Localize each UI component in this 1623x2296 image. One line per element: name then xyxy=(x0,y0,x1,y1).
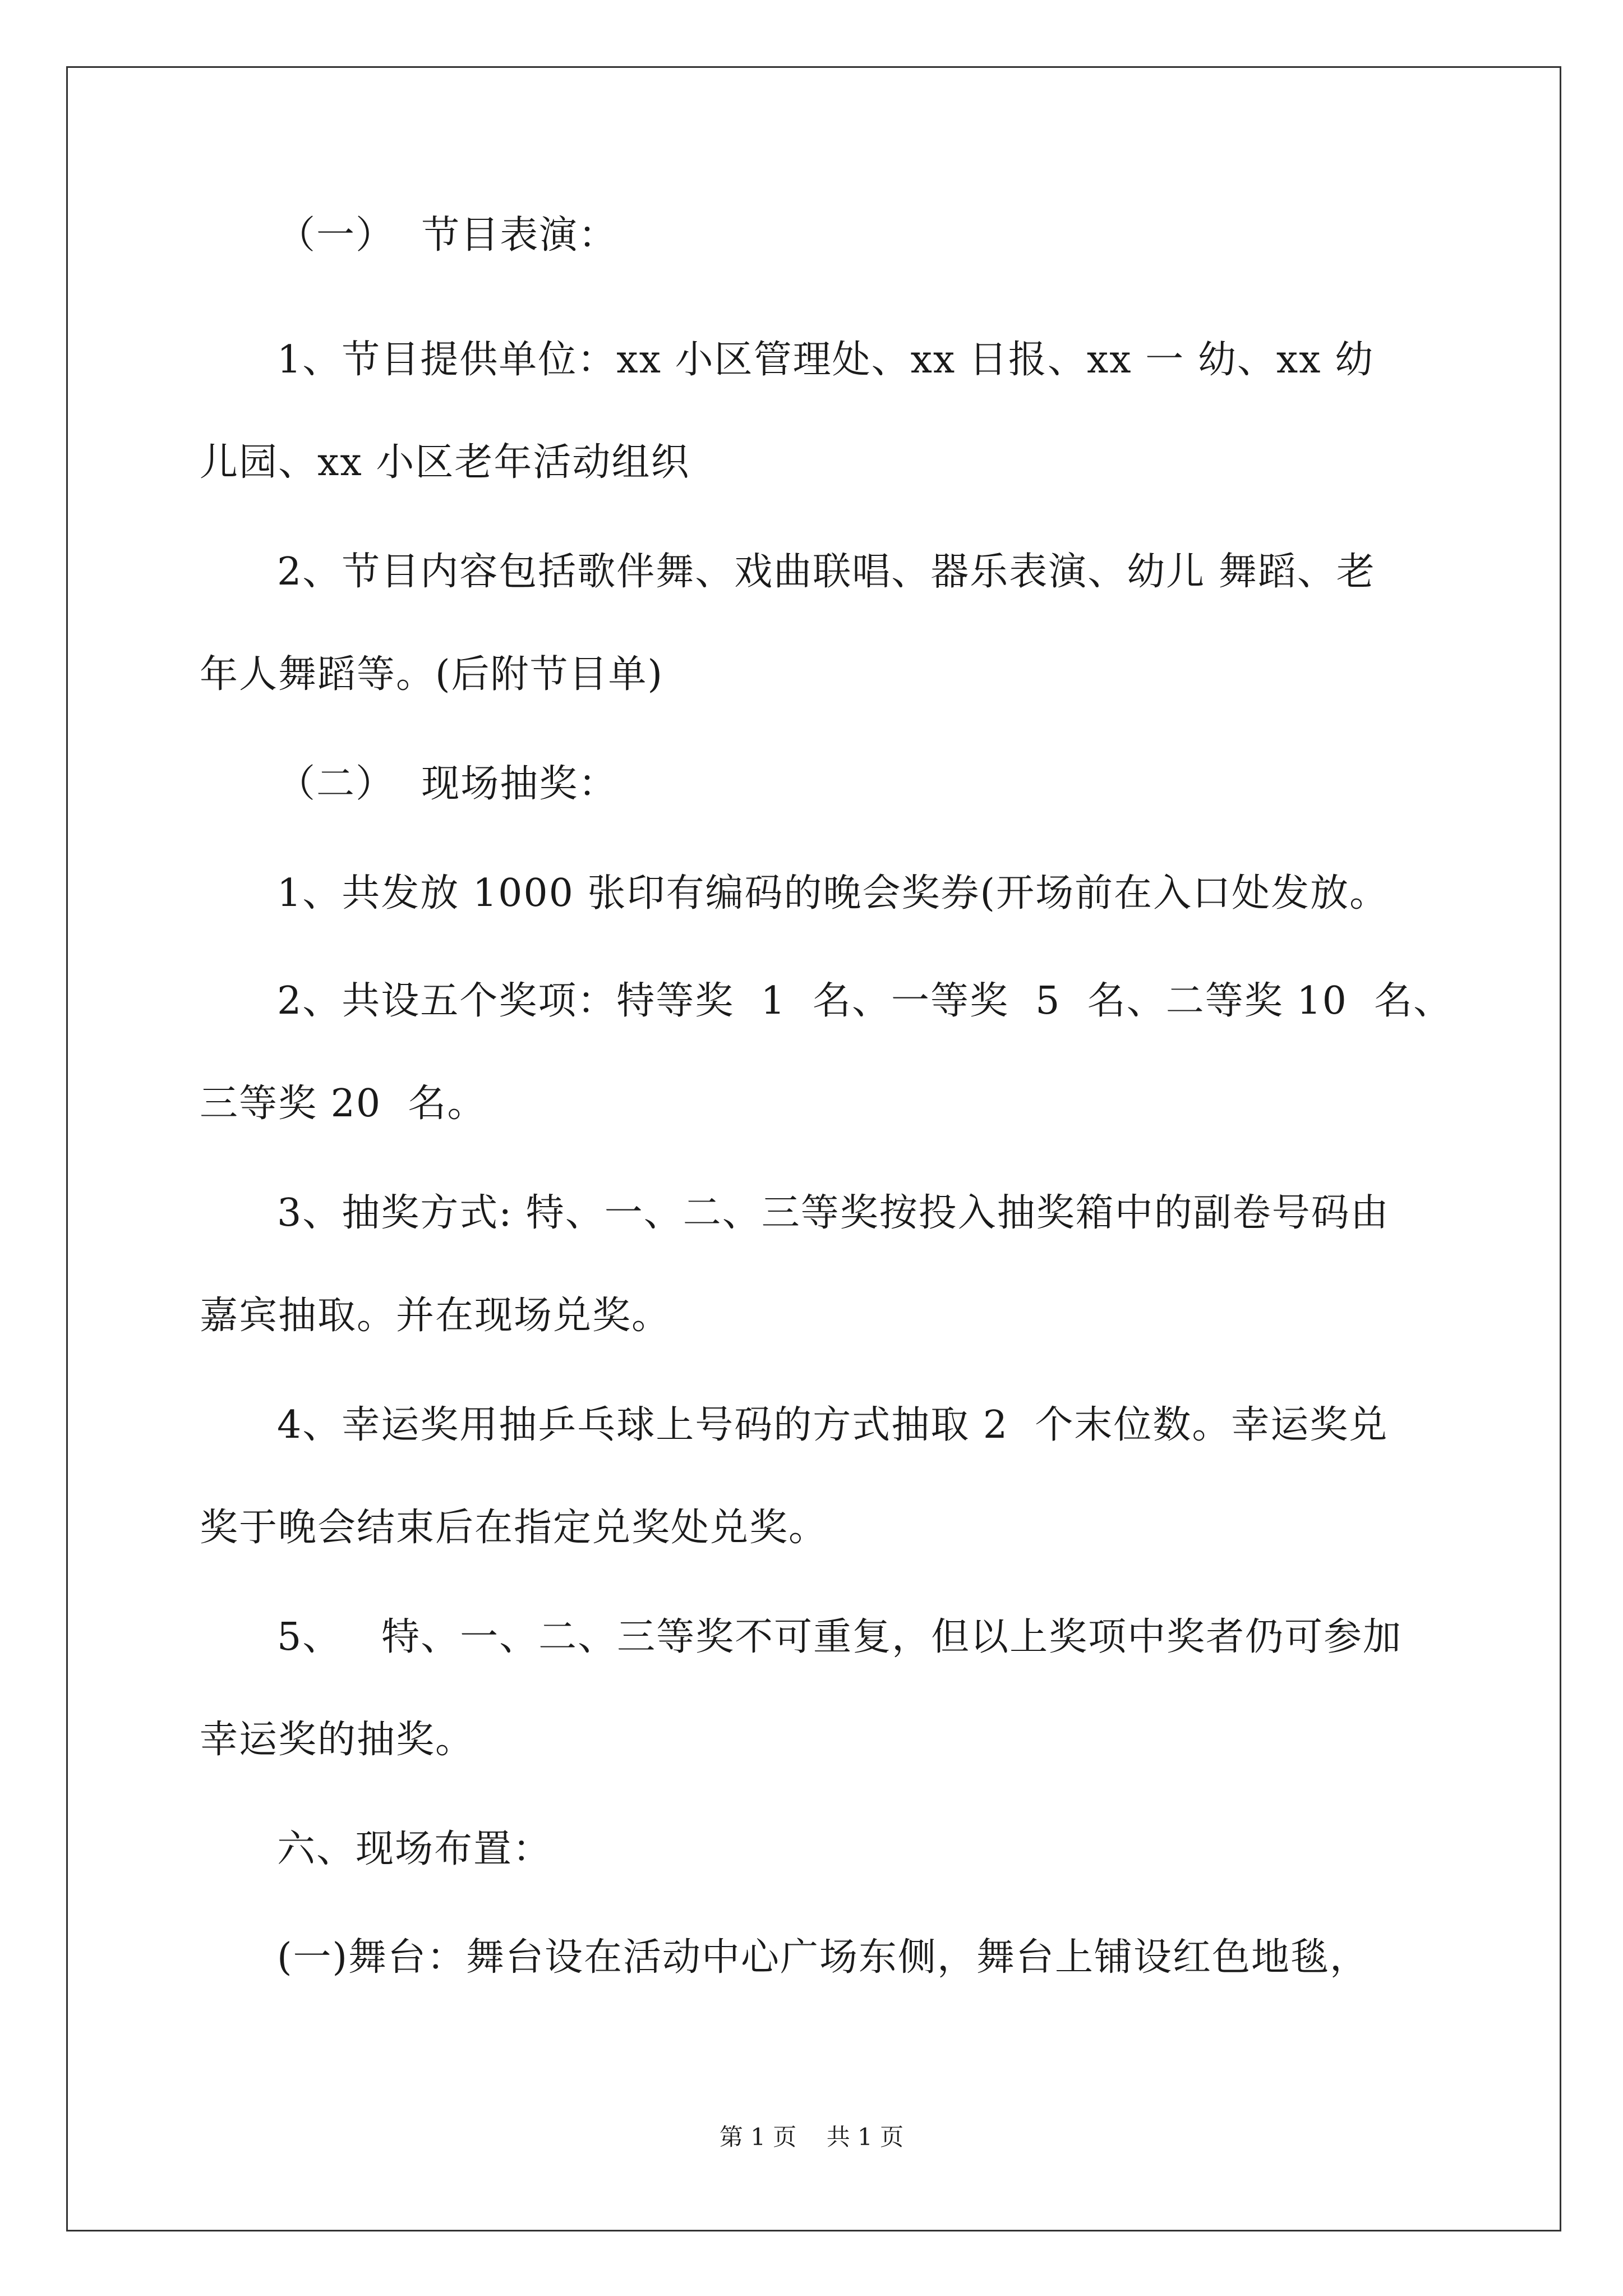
text-line: 2、共设五个奖项：特等奖 1 名、一等奖 5 名、二等奖 10 名、 xyxy=(277,979,1453,1023)
text-line: (一)舞台：舞台设在活动中心广场东侧，舞台上铺设红色地毯， xyxy=(277,1935,1370,1980)
text-line: （二） 现场抽奖： xyxy=(277,762,618,806)
page-number-footer: 第 1 页 共 1 页 xyxy=(719,2123,904,2151)
text-line: 六、现场布置： xyxy=(277,1827,552,1871)
text-line: 3、抽奖方式: 特、一、二、三等奖按投入抽奖箱中的副卷号码由 xyxy=(277,1191,1390,1235)
text-line: 4、幸运奖用抽乒乓球上号码的方式抽取 2 个末位数。幸运奖兑 xyxy=(277,1403,1389,1447)
text-line: 2、节目内容包括歌伴舞、戏曲联唱、器乐表演、幼儿 舞蹈、老 xyxy=(277,550,1376,594)
text-line: 三等奖 20 名。 xyxy=(200,1082,487,1126)
text-line: 幸运奖的抽奖。 xyxy=(200,1718,475,1762)
text-line: 儿园、xx 小区老年活动组织 xyxy=(200,440,690,485)
text-line: 奖于晚会结束后在指定兑奖处兑奖。 xyxy=(200,1506,828,1550)
text-line: 5、 特、一、二、三等奖不可重复，但以上奖项中奖者仍可参加 xyxy=(277,1615,1403,1659)
text-line: 1、节目提供单位：xx 小区管理处、xx 日报、xx 一 幼、xx 幼 xyxy=(277,338,1375,382)
page-border xyxy=(66,66,1561,2231)
text-line: 1、共发放 1000 张印有编码的晚会奖券(开场前在入口处发放。 xyxy=(277,871,1389,915)
text-line: （一） 节目表演： xyxy=(277,213,618,257)
text-line: 嘉宾抽取。并在现场兑奖。 xyxy=(200,1294,671,1338)
text-line: 年人舞蹈等。(后附节目单) xyxy=(200,652,664,697)
